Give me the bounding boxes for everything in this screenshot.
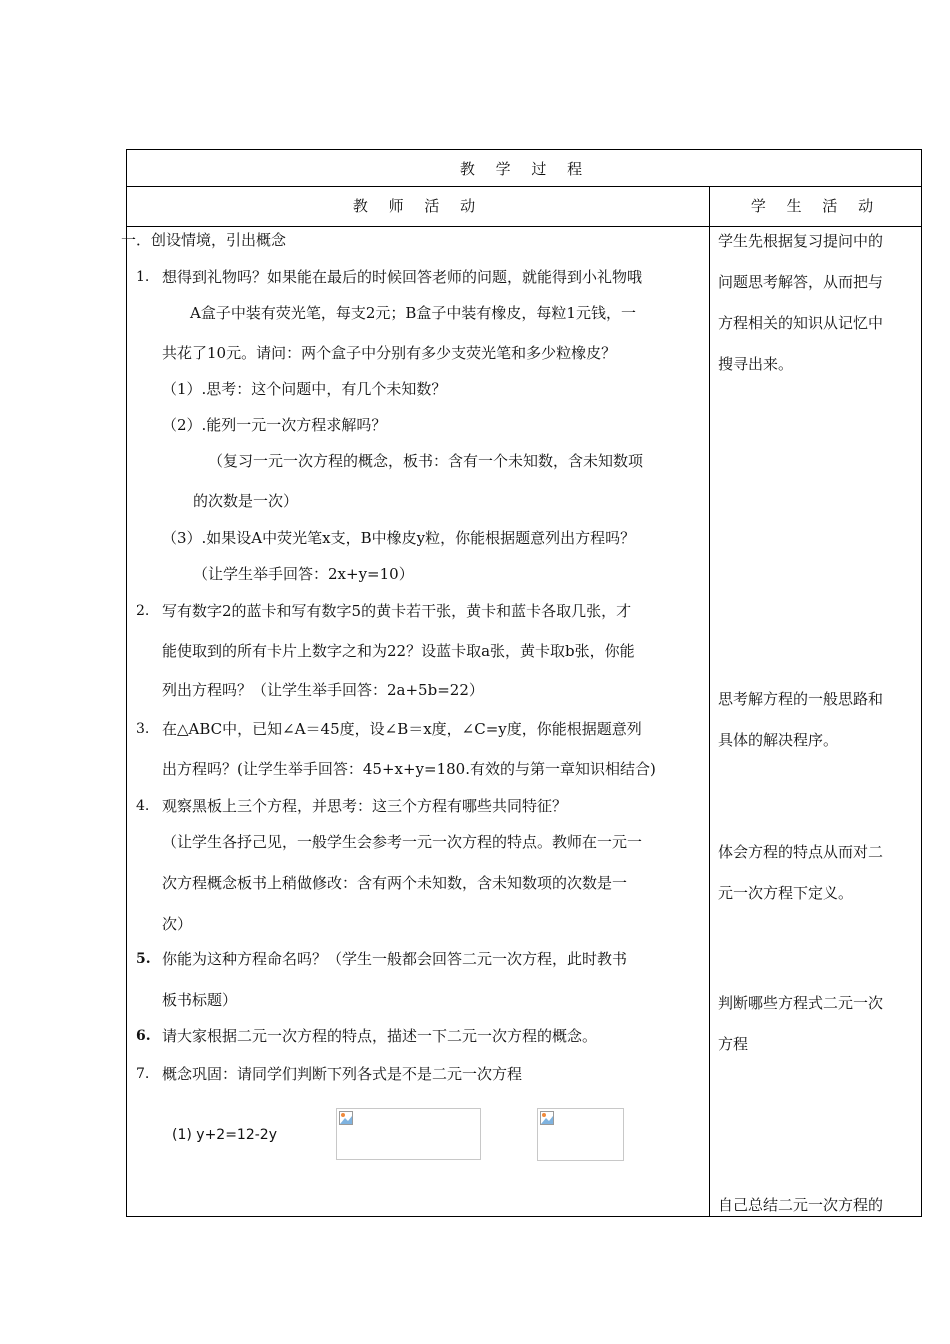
student-activity-2: 思考解方程的一般思路和	[718, 690, 884, 708]
question-1: （1）.思考：这个问题中，有几个未知数？	[162, 380, 447, 398]
question-3: （3）.如果设A中荧光笔x支，B中橡皮y粒，你能根据题意列出方程吗？	[162, 529, 636, 547]
item6-line: 请大家根据二元一次方程的特点，描述一下二元一次方程的概念。	[162, 1027, 598, 1045]
student-activity-4: 判断哪些方程式二元一次	[718, 994, 884, 1012]
item4-line: 次方程概念板书上稍做修改：含有两个未知数，含未知数项的次数是一	[162, 874, 628, 892]
item2-line: 列出方程吗？（让学生举手回答：2a+5b=22）	[162, 681, 484, 699]
item-number: 4.	[136, 798, 150, 814]
student-activity-1: 方程相关的知识从记忆中	[718, 314, 884, 332]
student-activity-1: 学生先根据复习提问中的	[718, 232, 884, 250]
teacher-column-header: 教 师 活 动	[352, 197, 484, 215]
student-column-header: 学 生 活 动	[750, 197, 882, 215]
broken-image-icon	[339, 1111, 353, 1125]
divider	[127, 226, 921, 227]
student-activity-1: 搜寻出来。	[718, 355, 794, 373]
item1-line: 共花了10元。请问：两个盒子中分别有多少支荧光笔和多少粒橡皮？	[162, 344, 617, 362]
item2-line: 能使取到的所有卡片上数字之和为22？设蓝卡取a张，黄卡取b张，你能	[162, 642, 635, 660]
item7-line: 概念巩固：请同学们判断下列各式是不是二元一次方程	[162, 1065, 523, 1083]
item-number: 6.	[136, 1028, 151, 1044]
student-activity-3: 元一次方程下定义。	[718, 884, 854, 902]
item5-line: 你能为这种方程命名吗？（学生一般都会回答二元一次方程，此时教书	[162, 950, 628, 968]
item3-line: 在△ABC中，已知∠A＝45度，设∠B＝x度，∠C=y度，你能根据题意列	[162, 720, 642, 738]
student-activity-2: 具体的解决程序。	[718, 731, 839, 749]
item4-line: 次）	[162, 915, 193, 933]
student-activity-4: 方程	[718, 1035, 749, 1053]
item5-line: 板书标题）	[162, 991, 238, 1009]
divider	[127, 186, 921, 187]
student-activity-1: 问题思考解答，从而把与	[718, 273, 884, 291]
item-number: 7.	[136, 1066, 150, 1082]
item-number: 1.	[136, 269, 150, 285]
student-activity-5: 自己总结二元一次方程的	[718, 1196, 884, 1214]
equation-1: (1) y+2=12-2y	[172, 1127, 277, 1143]
item4-line: 观察黑板上三个方程，并思考：这三个方程有哪些共同特征？	[162, 797, 568, 815]
question-2-note: （复习一元一次方程的概念，板书：含有一个未知数，含未知数项	[208, 452, 644, 470]
item-number: 5.	[136, 951, 151, 967]
table-title: 教 学 过 程	[459, 160, 591, 178]
item2-line: 写有数字2的蓝卡和写有数字5的黄卡若干张，黄卡和蓝卡各取几张，才	[162, 602, 632, 620]
question-3-answer: （让学生举手回答：2x+y=10）	[193, 565, 414, 583]
item1-line: A盒子中装有荧光笔，每支2元；B盒子中装有橡皮，每粒1元钱，一	[190, 304, 636, 322]
student-activity-3: 体会方程的特点从而对二	[718, 843, 884, 861]
section-heading: 一．创设情境，引出概念	[121, 231, 287, 249]
item3-line: 出方程吗？(让学生举手回答：45+x+y=180.有效的与第一章知识相结合)	[162, 760, 656, 778]
item4-line: （让学生各抒己见，一般学生会参考一元一次方程的特点。教师在一元一	[162, 833, 643, 851]
item1-line: 想得到礼物吗？如果能在最后的时候回答老师的问题，就能得到小礼物哦	[162, 268, 643, 286]
item-number: 2.	[136, 603, 150, 619]
equation-image-placeholder	[336, 1108, 481, 1160]
question-2-note: 的次数是一次）	[193, 492, 299, 510]
column-divider	[709, 186, 710, 1216]
equation-image-placeholder	[537, 1108, 624, 1161]
item-number: 3.	[136, 721, 150, 737]
broken-image-icon	[540, 1111, 554, 1125]
question-2: （2）.能列一元一次方程求解吗？	[162, 416, 387, 434]
